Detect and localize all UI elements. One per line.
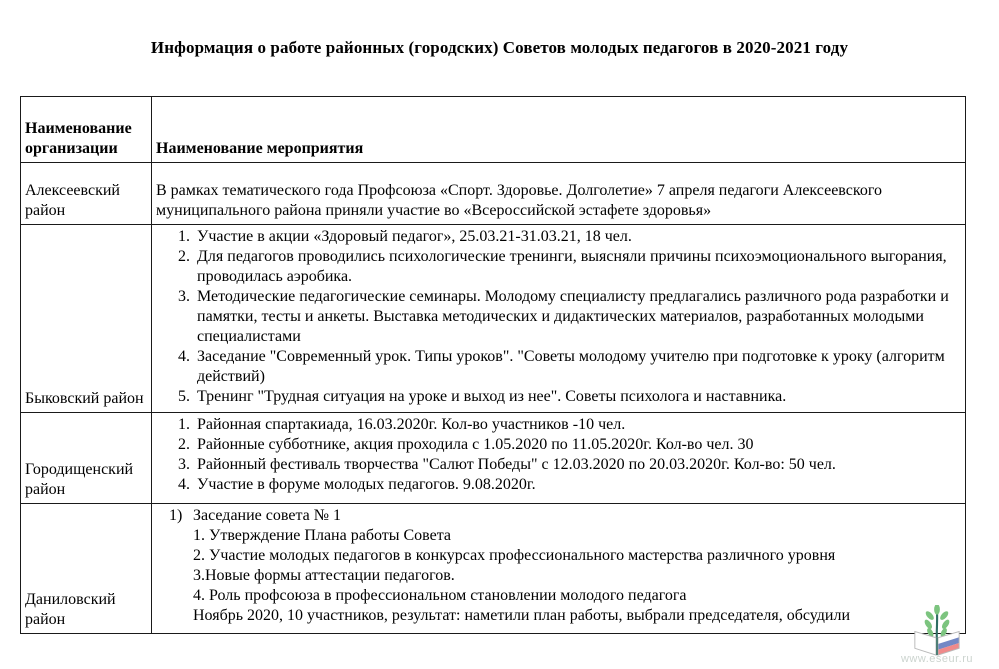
list-item: 5. Тренинг "Трудная ситуация на уроке и выход из нее". Советы психолога и наставника.: [194, 387, 959, 407]
list-marker: 1): [169, 507, 183, 524]
event-list: [156, 227, 959, 407]
column-header-event: Наименование мероприятия: [152, 97, 966, 163]
organization-cell: Алексеевский район: [21, 163, 152, 225]
list-item: 3. Районный фестиваль творчества "Салют Победы" с 12.03.2020 по 20.03.2020г. Кол-во: 50 чел.: [194, 455, 959, 475]
numbered-block: [169, 506, 959, 626]
list-item: 1. Районная спартакиада, 16.03.2020г. Кол-во участников -10 чел.: [194, 415, 959, 435]
table-row: [21, 163, 966, 225]
page-title: Информация о работе районных (городских) Советов молодых педагогов в 2020-2021 году: [150, 38, 849, 57]
list-item: 4. Заседание "Современный урок. Типы уроков". "Советы молодому учителю при подготовке к уроку (алгоритм действий): [194, 347, 959, 387]
watermark-url: www.eseur.ru: [900, 653, 974, 665]
event-cell: [152, 163, 966, 225]
event-text: В рамках тематического года Профсоюза «Спорт. Здоровье. Долголетие» 7 апреля педагоги Алексеевского муниципального района приняли участие во «Всероссийской эстафете здоровья»: [156, 182, 882, 219]
block-line: 3.Новые формы аттестации педагогов.: [193, 567, 455, 584]
union-book-branch-icon: [908, 605, 966, 657]
block-lead: Заседание совета № 1: [193, 507, 341, 524]
organization-cell: Даниловский район: [21, 504, 152, 634]
event-cell: [152, 504, 966, 634]
event-cell: [152, 225, 966, 413]
organization-cell: Быковский район: [21, 225, 152, 413]
eseur-logo: [889, 605, 985, 665]
table-row: [21, 413, 966, 504]
list-item: 2. Для педагогов проводились психологические тренинги, выясняли причины психоэмоционального выгорания, проводилась аэробика.: [194, 247, 959, 287]
block-line: 2. Участие молодых педагогов в конкурсах профессионального мастерства различного уровня: [193, 547, 836, 564]
organization-cell: Городищенский район: [21, 413, 152, 504]
list-item: 4. Участие в форуме молодых педагогов. 9.08.2020г.: [194, 475, 959, 495]
table-row: [21, 504, 966, 634]
block-line: Ноябрь 2020, 10 участников, результат: наметили план работы, выбрали председателя, обсудили: [193, 607, 851, 624]
report-table: [20, 96, 966, 634]
column-header-organization: Наименование организации: [21, 97, 152, 163]
event-list: [156, 415, 959, 495]
table-header-row: [21, 97, 966, 163]
list-item: 3. Методические педагогические семинары. Молодому специалисту предлагались различного рода разработки и памятки, тесты и анкеты. Выставка методических и дидактических материалов, разработанных молодыми специалистами: [194, 287, 959, 347]
block-line: 4. Роль профсоюза в профессиональном становлении молодого педагога: [193, 587, 687, 604]
list-item: 1. Участие в акции «Здоровый педагог», 25.03.21-31.03.21, 18 чел.: [194, 227, 959, 247]
event-cell: [152, 413, 966, 504]
numbered-block-body: [193, 506, 959, 626]
list-item: 2. Районные субботнике, акция проходила с 1.05.2020 по 11.05.2020г. Кол-во чел. 30: [194, 435, 959, 455]
table-row: [21, 225, 966, 413]
block-line: 1. Утверждение Плана работы Совета: [193, 527, 452, 544]
